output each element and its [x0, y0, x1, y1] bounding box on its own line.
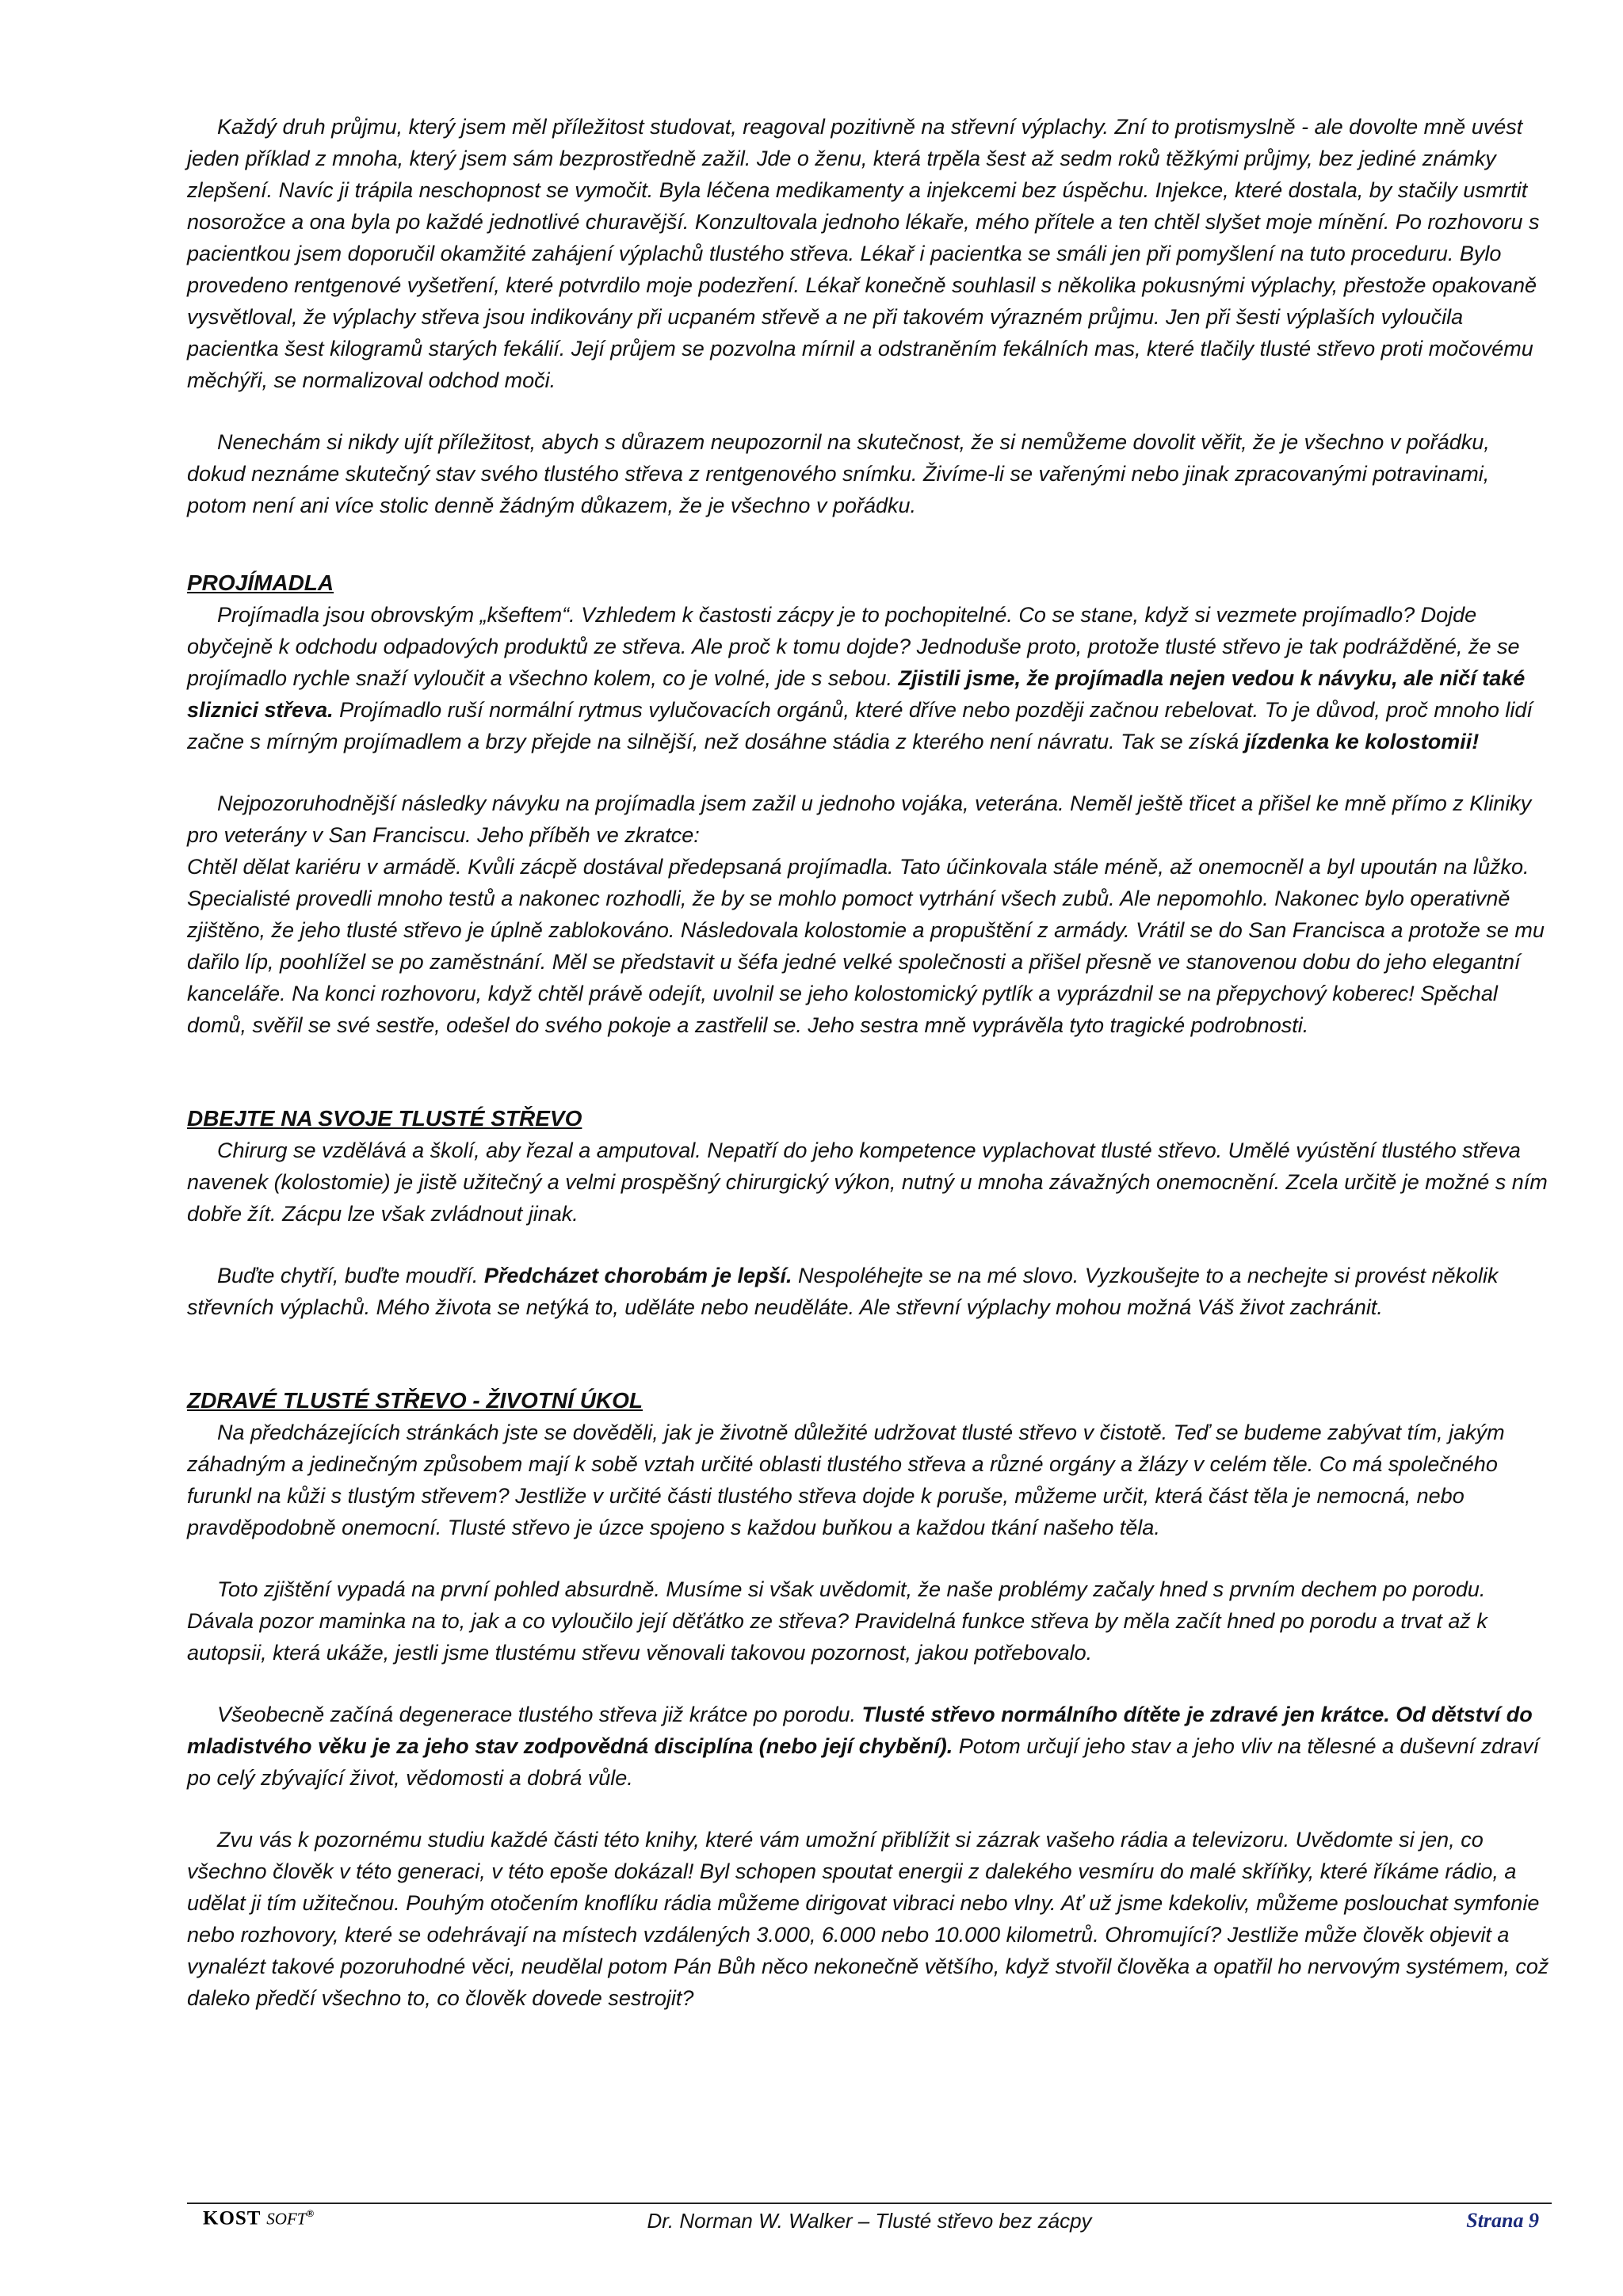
paragraph: Každý druh průjmu, který jsem měl příležitost studovat, reagoval pozitivně na střevní výplachy. Zní to protismyslně - ale dovolte mně uvést jeden příklad z mnoha, který jsem sám bezprostředně zažil. Jde o ženu, která trpěla šest až sedm roků těžkými průjmy, bez jediné známky zlepšení. Navíc ji trápila neschopnost se vymočit. Byla léčena medikamenty a injekcemi bez úspěchu. Injekce, které dostala, by stačily usmrtit nosorožce a ona byla po každé jednotlivé churavější. Konzultovala jednoho lékaře, mého přítele a ten chtěl slyšet moje mínění. Po rozhovoru s pacientkou jsem doporučil okamžité zahájení výplachů tlustého střeva. Lékař i pacientka se smáli jen při pomyšlení na tuto proceduru. Bylo provedeno rentgenové vyšetření, které potvrdilo moje podezření. Lékař konečně souhlasil s několika pokusnými výplachy, přestože opakovaně vysvětloval, že výplachy střeva jsou indikovány při ucpaném střevě a ne při takovém výrazném průjmu. Jen při šesti výplaších vyloučila pacientka šest kilogramů starých fekálií. Její průjem se pozvolna mírnil a odstraněním fekálních mas, které tlačily tlusté střevo proti močovému měchýři, se normalizoval odchod moči. [187, 115, 1540, 392]
bold-text-run: Zjistili jsme, že projímadla nejen vedou k návyku, ale ničí také sliznici střeva. [187, 666, 1526, 722]
paragraph: Zvu vás k pozornému studiu každé části této knihy, které vám umožní přiblížit si zázrak vašeho rádia a televizoru. Uvědomte si jen, co všechno člověk v této generaci, v této epoše dokázal! Byl schopen spoutat energii z dalekého vesmíru do malé skříňky, které říkáme rádio, a udělat ji tím užitečnou. Pouhým otočením knoflíku rádia můžeme dirigovat vibraci nebo vlny. Ať už jsme kdekoliv, můžeme poslouchat symfonie nebo rozhovory, které se odehrávají na místech vzdálených 3.000, 6.000 nebo 10.000 kilometrů. Ohromující? Jestliže může člověk objevit a vynalézt takové pozoruhodné věci, neudělal potom Pán Bůh něco nekonečně většího, když stvořil člověka a opatřil ho nervovým systémem, což daleko předčí všechno to, co člověk dovede sestrojit? [187, 1828, 1549, 2010]
document-page [187, 111, 1552, 2014]
text-run: Projímadla jsou obrovským „kšeftem“. Vzhledem k častosti zácpy je to pochopitelné. Co se stane, když si vezmete projímadlo? Dojde obyčejně k odchodu odpadových produktů ze střeva. Ale proč k tomu dojde? Jednoduše proto, protože tlusté střevo je tak podrážděné, že se projímadlo rychle snaží vyloučit a všechno kolem, co je volné, jde s sebou. [187, 603, 1520, 690]
registered-mark: ® [306, 2207, 315, 2219]
paragraph: Toto zjištění vypadá na první pohled absurdně. Musíme si však uvědomit, že naše problémy začaly hned s prvním dechem po porodu. Dávala pozor maminka na to, jak a co vyloučilo její děťátko ze střeva? Pravidelná funkce střeva by měla začít hned po porodu a trvat až k autopsii, která ukáže, jestli jsme tlustému střevu věnovali takovou pozornost, jakou potřebovalo. [187, 1577, 1487, 1665]
bold-text-run: Předcházet chorobám je lepší. [483, 1264, 792, 1287]
logo-soft-text: SOFT [266, 2209, 307, 2229]
text-run: Potom určují jeho stav a jeho vliv na tělesné a duševní zdraví po celý zbývající život, vědomosti a dobrá vůle. [187, 1734, 1540, 1790]
paragraph: Na předcházejících stránkách jste se dověděli, jak je životně důležité udržovat tlusté střevo v čistotě. Teď se budeme zabývat tím, jakým záhadným a jedinečným způsobem mají k sobě vztah určité oblasti tlustého střeva a různé orgány a žlázy v celém těle. Co má společného furunkl na kůži s tlustým střevem? Jestliže v určité části tlustého střeva dojde k poruše, můžeme určit, která část těla je nemocná, nebo pravděpodobně onemocní. Tlusté střevo je úzce spojeno s každou buňkou a každou tkání našeho těla. [187, 1421, 1505, 1539]
paragraph: Nenechám si nikdy ujít příležitost, abych s důrazem neupozornil na skutečnost, že si nemůžeme dovolit věřit, že je všechno v pořádku, dokud neznáme skutečný stav svého tlustého střeva z rentgenového snímku. Živíme-li se vařenými nebo jinak zpracovanými potravinami, potom není ani více stolic denně žádným důkazem, že je všechno v pořádku. [187, 430, 1490, 517]
paragraph: Chtěl dělat kariéru v armádě. Kvůli zácpě dostával předepsaná projímadla. Tato účinkovala stále méně, až onemocněl a byl upoután na lůžko. Specialisté provedli mnoho testů a nakonec rozhodli, že by se mohlo pomoct vytrhání všech zubů. Ale nepomohlo. Nakonec bylo operativně zjištěno, že jeho tlusté střevo je úplně zablokováno. Následovala kolostomie a propuštění z armády. Vrátil se do San Francisca a protože se mu dařilo líp, poohlížel se po zaměstnání. Měl se představit u šéfa jedné velké společnosti a přišel přesně ve stanovenou dobu do jeho elegantní kanceláře. Na konci rozhovoru, když chtěl právě odejít, uvolnil se jeho kolostomický pytlík a vyprázdnil se na přepychový koberec! Spěchal domů, svěřil se své sestře, odešel do svého pokoje a zastřelil se. Jeho sestra mně vyprávěla tyto tragické podrobnosti. [187, 855, 1545, 1037]
paragraph [187, 1260, 1552, 1323]
paragraph: Chirurg se vzdělává a školí, aby řezal a amputoval. Nepatří do jeho kompetence vyplachovat tlusté střevo. Umělé vyústění tlustého střeva navenek (kolostomie) je jistě užitečný a velmi prospěšný chirurgický výkon, nutný u mnoha závažných onemocnění. Zcela určitě je možné s ním dobře žít. Zácpu lze však zvládnout jinak. [187, 1138, 1548, 1226]
bold-text-run: Tlusté střevo normálního dítěte je zdravé jen krátce. Od dětství do mladistvého věku je za jeho stav zodpovědná disciplína (nebo její chybění). [187, 1703, 1533, 1758]
section-heading: DBEJTE NA SVOJE TLUSTÉ STŘEVO [187, 1106, 582, 1131]
page-number: Strana 9 [1466, 2209, 1539, 2232]
bold-text-run: jízdenka ke kolostomii! [1244, 730, 1480, 753]
text-run: Nespoléhejte se na mé slovo. Vyzkoušejte to a nechejte si provést několik střevních výplachů. Mého života se netýká to, uděláte nebo neuděláte. Ale střevní výplachy mohou možná Váš život zachránit. [187, 1264, 1499, 1319]
text-run: Projímadlo ruší normální rytmus vylučovacích orgánů, které dříve nebo později začnou rebelovat. To je důvod, proč mnoho lidí začne s mírným projímadlem a brzy přejde na silnější, než dosáhne stádia z kterého není návratu. Tak se získá [187, 698, 1533, 753]
footer-title: Dr. Norman W. Walker – Tlusté střevo bez zácpy [647, 2209, 1092, 2233]
section-heading: PROJÍMADLA [187, 570, 334, 595]
text-run: Buďte chytří, buďte moudří. [217, 1264, 484, 1287]
paragraph [187, 599, 1552, 757]
text-run: Všeobecně začíná degenerace tlustého střeva již krátce po porodu. [217, 1703, 862, 1726]
paragraph [187, 1699, 1552, 1794]
page-footer [187, 2203, 1552, 2236]
paragraph: Nejpozoruhodnější následky návyku na projímadla jsem zažil u jednoho vojáka, veterána. Neměl ještě třicet a přišel ke mně přímo z Kliniky pro veterány v San Franciscu. Jeho příběh ve zkratce: [187, 791, 1532, 847]
section-heading: ZDRAVÉ TLUSTÉ STŘEVO - ŽIVOTNÍ ÚKOL [187, 1388, 643, 1413]
logo-main-text: KOST [203, 2207, 262, 2229]
